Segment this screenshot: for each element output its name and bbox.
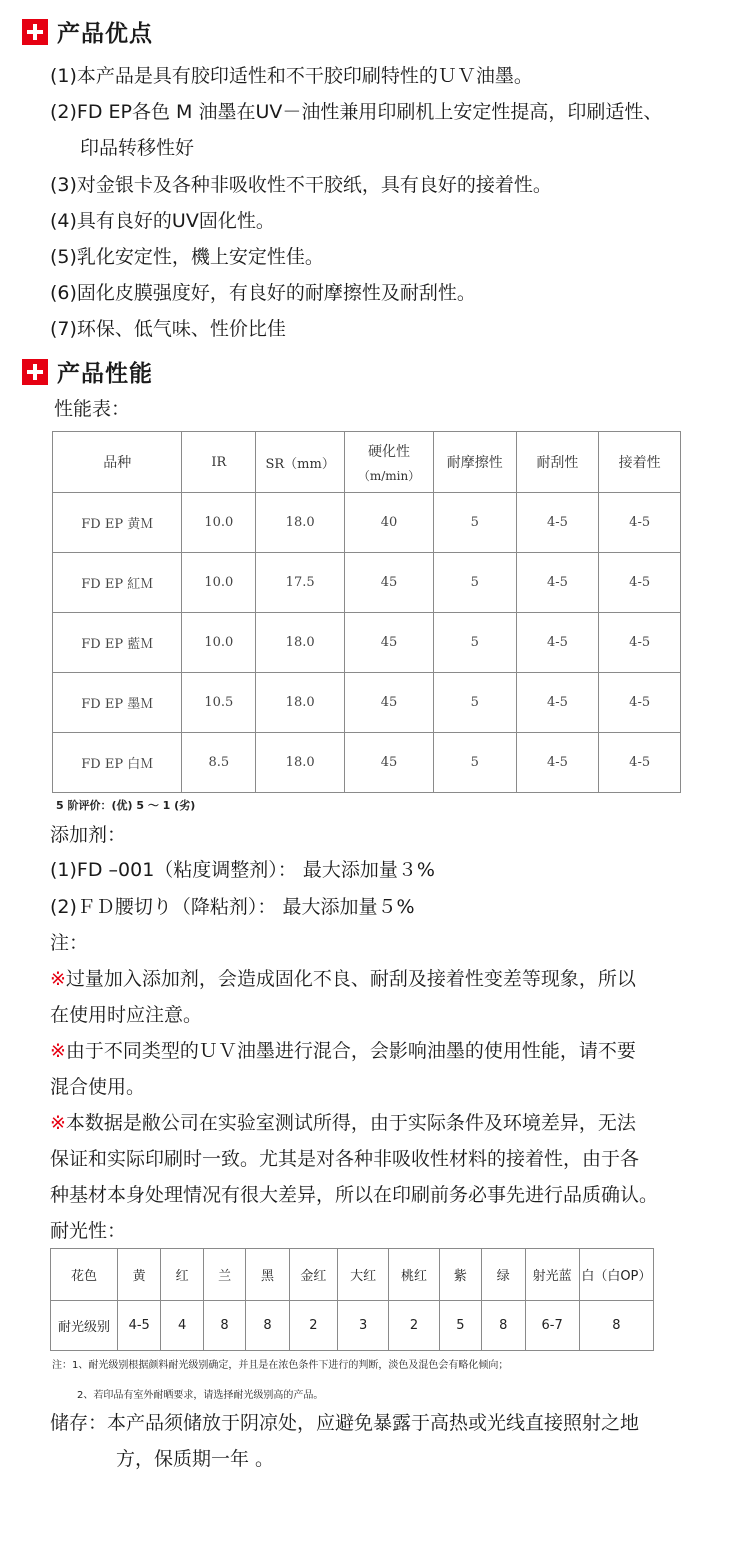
table-cell: 3 bbox=[338, 1301, 389, 1351]
table-cell: FD EP 墨Ｍ bbox=[53, 673, 182, 733]
header-cell: SR（mm） bbox=[256, 432, 345, 493]
section-advantages-header bbox=[22, 15, 153, 48]
red-cross-icon bbox=[22, 19, 48, 45]
table-cell: 4-5 bbox=[516, 553, 599, 613]
table-cell: 5 bbox=[439, 1301, 481, 1351]
header-cell: 绿 bbox=[482, 1249, 525, 1301]
table-cell: 4-5 bbox=[516, 733, 599, 793]
table-cell: 4 bbox=[161, 1301, 203, 1351]
table-cell: 18.0 bbox=[256, 493, 345, 553]
advantage-item: (6)固化皮膜强度好，有良好的耐摩擦性及耐刮性。 bbox=[50, 282, 476, 304]
table-cell: 4-5 bbox=[599, 613, 681, 673]
table-row bbox=[53, 673, 681, 733]
lightfastness-title: 耐光性： bbox=[50, 1220, 127, 1242]
table-cell: 45 bbox=[345, 673, 434, 733]
note-line bbox=[50, 1038, 636, 1064]
note-line: 种基材本身处理情况有很大差异，所以在印刷前务必事先进行品质确认。 bbox=[50, 1184, 659, 1206]
advantage-item: 印品转移性好 bbox=[80, 137, 195, 159]
table-cell: 45 bbox=[345, 613, 434, 673]
section-title: 产品性能 bbox=[57, 361, 153, 387]
additive-item: (1)FD –001（粘度调整剂）： 最大添加量３% bbox=[50, 859, 435, 881]
additive-item: (2)ＦＤ腰切り（降粘剂）： 最大添加量５% bbox=[50, 896, 415, 918]
table-cell: 8 bbox=[203, 1301, 245, 1351]
header-cell: 接着性 bbox=[599, 432, 681, 493]
note-text: 过量加入添加剂，会造成固化不良、耐刮及接着性变差等现象，所以 bbox=[65, 968, 636, 990]
header-cell: IR bbox=[182, 432, 256, 493]
table-cell: 10.5 bbox=[182, 673, 256, 733]
note-line: 在使用时应注意。 bbox=[50, 1004, 203, 1026]
note-line: 保证和实际印刷时一致。尤其是对各种非吸收性材料的接着性，由于各 bbox=[50, 1148, 640, 1170]
header-cell: 兰 bbox=[203, 1249, 245, 1301]
table-cell: 8 bbox=[246, 1301, 289, 1351]
table-cell: 10.0 bbox=[182, 613, 256, 673]
table-label: 性能表： bbox=[54, 398, 131, 420]
advantage-item: (5)乳化安定性，機上安定性佳。 bbox=[50, 246, 324, 268]
table-row bbox=[53, 733, 681, 793]
table-cell: 6-7 bbox=[525, 1301, 579, 1351]
note-mark: ※ bbox=[50, 1112, 66, 1134]
table-cell: 4-5 bbox=[599, 673, 681, 733]
lightfastness-note: 2、若印品有室外耐晒要求，请选择耐光级别高的产品。 bbox=[77, 1390, 324, 1401]
table-cell: 8 bbox=[482, 1301, 525, 1351]
header-cell: 紫 bbox=[439, 1249, 481, 1301]
lightfastness-note: 注：1、耐光级别根据颜料耐光级别确定，并且是在浓色条件下进行的判断，淡色及混色会有略化倾向； bbox=[52, 1360, 509, 1371]
header-cell: 品种 bbox=[53, 432, 182, 493]
note-text: 由于不同类型的ＵＶ油墨进行混合，会影响油墨的使用性能，请不要 bbox=[65, 1040, 636, 1062]
table-cell: 40 bbox=[345, 493, 434, 553]
table-cell: 18.0 bbox=[256, 733, 345, 793]
note-mark: ※ bbox=[50, 968, 66, 990]
table-cell: FD EP 白Ｍ bbox=[53, 733, 182, 793]
row-label-cell: 耐光级别 bbox=[51, 1301, 118, 1351]
header-cell: 红 bbox=[161, 1249, 203, 1301]
table-cell: FD EP 紅Ｍ bbox=[53, 553, 182, 613]
table-cell: 4-5 bbox=[516, 613, 599, 673]
table-header-row bbox=[53, 432, 681, 493]
header-cell: 黄 bbox=[117, 1249, 160, 1301]
header-cell: 黑 bbox=[246, 1249, 289, 1301]
table-cell: 4-5 bbox=[599, 733, 681, 793]
table-cell: 4-5 bbox=[599, 493, 681, 553]
table-cell: 45 bbox=[345, 733, 434, 793]
header-cell: 耐刮性 bbox=[516, 432, 599, 493]
header-cell-unit: （m/min） bbox=[357, 468, 421, 483]
section-performance-header bbox=[22, 355, 153, 388]
header-cell: 桃红 bbox=[389, 1249, 439, 1301]
table-cell: 2 bbox=[289, 1301, 337, 1351]
lightfastness-header-row bbox=[51, 1249, 654, 1301]
note-line: 混合使用。 bbox=[50, 1076, 146, 1098]
table-cell: 5 bbox=[433, 613, 516, 673]
header-cell bbox=[345, 432, 434, 493]
table-cell: 5 bbox=[433, 673, 516, 733]
header-cell: 花色 bbox=[51, 1249, 118, 1301]
scale-note: 5 阶评价：(优) 5 ～ 1 (劣) bbox=[56, 799, 196, 812]
table-cell: 8.5 bbox=[182, 733, 256, 793]
table-cell: 18.0 bbox=[256, 613, 345, 673]
header-cell: 白（白OP） bbox=[579, 1249, 653, 1301]
table-cell: 18.0 bbox=[256, 673, 345, 733]
table-cell: 4-5 bbox=[599, 553, 681, 613]
note-line bbox=[50, 1110, 636, 1136]
advantage-item: (2)FD EP各色 M 油墨在UV－油性兼用印刷机上安定性提高，印刷适性、 bbox=[50, 101, 663, 123]
performance-table bbox=[52, 431, 681, 793]
table-cell: 5 bbox=[433, 553, 516, 613]
note-text: 本数据是敝公司在实验室测试所得，由于实际条件及环境差异，无法 bbox=[65, 1112, 636, 1134]
table-cell: 4-5 bbox=[516, 673, 599, 733]
table-cell: FD EP 藍Ｍ bbox=[53, 613, 182, 673]
additives-title: 添加剂： bbox=[50, 824, 127, 846]
table-cell: 10.0 bbox=[182, 493, 256, 553]
note-line bbox=[50, 966, 636, 992]
notes-title: 注： bbox=[50, 932, 89, 954]
table-cell: 8 bbox=[579, 1301, 653, 1351]
header-cell: 大红 bbox=[338, 1249, 389, 1301]
header-cell: 耐摩擦性 bbox=[433, 432, 516, 493]
header-cell: 射光蓝 bbox=[525, 1249, 579, 1301]
note-mark: ※ bbox=[50, 1040, 66, 1062]
table-cell: 17.5 bbox=[256, 553, 345, 613]
table-cell: 10.0 bbox=[182, 553, 256, 613]
advantage-item: (7)环保、低气味、性价比佳 bbox=[50, 318, 286, 340]
table-cell: 4-5 bbox=[516, 493, 599, 553]
table-cell: 2 bbox=[389, 1301, 439, 1351]
table-row bbox=[53, 613, 681, 673]
header-cell-line: 硬化性 bbox=[368, 443, 410, 460]
storage-line: 储存：本产品须储放于阴凉处，应避免暴露于高热或光线直接照射之地 bbox=[50, 1412, 640, 1434]
lightfastness-row bbox=[51, 1301, 654, 1351]
storage-line: 方，保质期一年 。 bbox=[116, 1448, 275, 1470]
table-cell: FD EP 黄Ｍ bbox=[53, 493, 182, 553]
table-row bbox=[53, 553, 681, 613]
section-title: 产品优点 bbox=[57, 21, 153, 47]
advantage-item: (3)对金银卡及各种非吸收性不干胶纸，具有良好的接着性。 bbox=[50, 174, 552, 196]
table-cell: 5 bbox=[433, 733, 516, 793]
lightfastness-table bbox=[50, 1248, 654, 1351]
advantage-item: (1)本产品是具有胶印适性和不干胶印刷特性的ＵＶ油墨。 bbox=[50, 65, 533, 87]
header-cell: 金红 bbox=[289, 1249, 337, 1301]
red-cross-icon bbox=[22, 359, 48, 385]
table-row bbox=[53, 493, 681, 553]
table-cell: 45 bbox=[345, 553, 434, 613]
table-cell: 5 bbox=[433, 493, 516, 553]
table-cell: 4-5 bbox=[117, 1301, 160, 1351]
advantage-item: (4)具有良好的UV固化性。 bbox=[50, 210, 275, 232]
